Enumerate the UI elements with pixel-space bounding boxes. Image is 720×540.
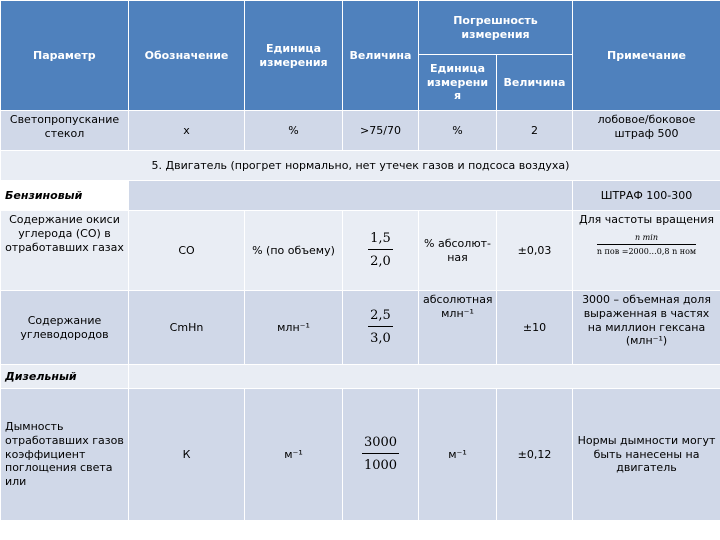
glass-symbol: х [129, 111, 245, 151]
header-unit: Единица измерения [245, 1, 343, 111]
header-value: Величина [343, 1, 419, 111]
table-row-glass [1, 111, 720, 151]
table-row-ch [1, 291, 720, 365]
co-error-value: ±0,03 [497, 211, 573, 291]
rpm-formula [597, 233, 696, 257]
ch-param: Содержание углеводородов [1, 291, 129, 365]
ch-error-value: ±10 [497, 291, 573, 365]
co-value-den: 2,0 [368, 249, 393, 270]
smoke-error-unit: м⁻¹ [419, 389, 497, 521]
ch-value-fraction [368, 308, 393, 348]
header-error: Погрешность измерения [419, 1, 573, 55]
header-param: Параметр [1, 1, 129, 111]
co-note-text: Для частоты вращения [578, 213, 715, 226]
co-error-unit: % абсолют-ная [419, 211, 497, 291]
glass-error-unit: % [419, 111, 497, 151]
smoke-value-fraction [362, 435, 399, 475]
co-unit: % (по объему) [245, 211, 343, 291]
diesel-empty [129, 365, 720, 389]
co-symbol: СО [129, 211, 245, 291]
ch-value-den: 3,0 [368, 326, 393, 347]
header-note: Примечание [573, 1, 720, 111]
header-symbol: Обозначение [129, 1, 245, 111]
glass-value: >75/70 [343, 111, 419, 151]
diesel-title: Дизельный [1, 365, 129, 389]
ch-note: 3000 – объемная доля выраженная в частях на миллион гексана (млн⁻¹) [573, 291, 720, 365]
smoke-param: Дымность отработавших газов коэффициент поглощения света или [1, 389, 129, 521]
smoke-note: Нормы дымности могут быть нанесены на двигатель [573, 389, 720, 521]
ch-symbol: CmHn [129, 291, 245, 365]
smoke-error-value: ±0,12 [497, 389, 573, 521]
rpm-formula-den: n пов =2000…0,8 n ном [597, 244, 696, 257]
smoke-value [343, 389, 419, 521]
header-error-unit: Единица измерени я [419, 55, 497, 111]
glass-unit: % [245, 111, 343, 151]
smoke-unit: м⁻¹ [245, 389, 343, 521]
petrol-fine: ШТРАФ 100-300 [573, 181, 720, 211]
co-value [343, 211, 419, 291]
co-value-num: 1,5 [370, 230, 391, 246]
subsection-row-diesel [1, 365, 720, 389]
glass-error-value: 2 [497, 111, 573, 151]
section-row-engine [1, 151, 720, 181]
smoke-symbol: К [129, 389, 245, 521]
co-note [573, 211, 720, 291]
ch-error-unit: абсолютная млн⁻¹ [419, 291, 497, 365]
smoke-value-num: 3000 [363, 434, 398, 450]
section-engine-title: 5. Двигатель (прогрет нормально, нет утечек газов и подсоса воздуха) [1, 151, 720, 181]
co-param: Содержание окиси углерода (СО) в отработавших газах [1, 211, 129, 291]
header-error-value: Величина [497, 55, 573, 111]
glass-note: лобовое/боковое штраф 500 [573, 111, 720, 151]
ch-value [343, 291, 419, 365]
subsection-row-petrol [1, 181, 720, 211]
ch-unit: млн⁻¹ [245, 291, 343, 365]
petrol-empty [129, 181, 573, 211]
rpm-formula-num: n min [634, 232, 658, 242]
table-row-smoke [1, 389, 720, 521]
glass-param: Светопропускание стекол [1, 111, 129, 151]
ch-value-num: 2,5 [370, 307, 391, 323]
smoke-value-den: 1000 [362, 453, 399, 474]
table-row-co [1, 211, 720, 291]
co-value-fraction [368, 231, 393, 271]
petrol-title: Бензиновый [1, 181, 129, 211]
